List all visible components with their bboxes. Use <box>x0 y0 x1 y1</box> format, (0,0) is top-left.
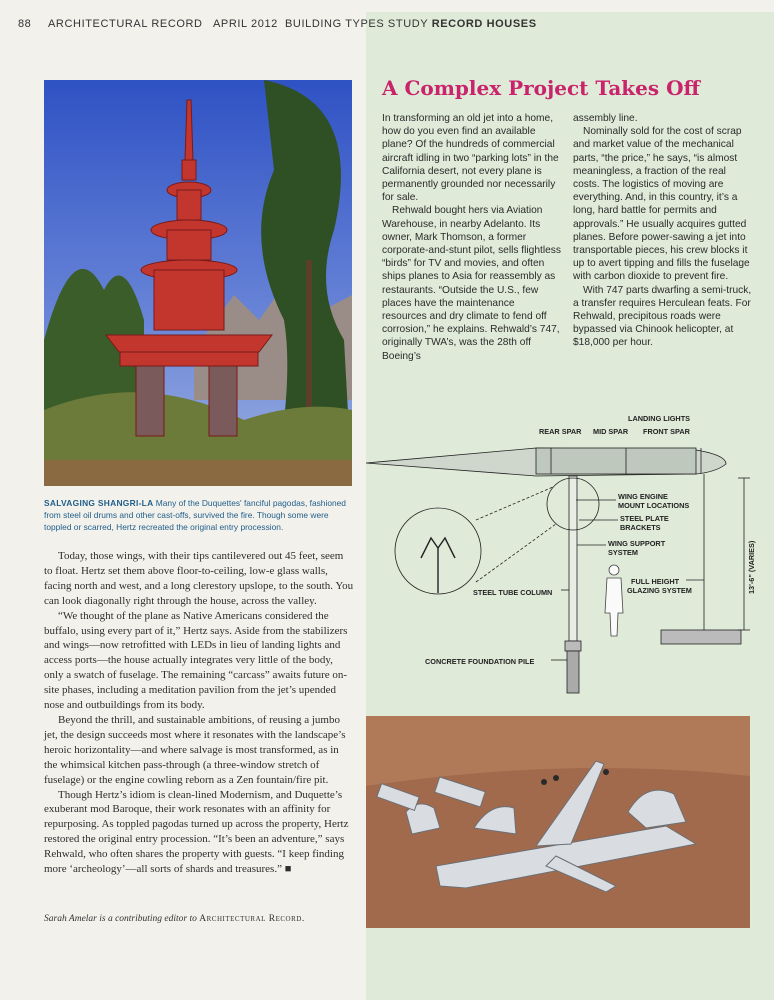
photo-caption <box>44 497 354 533</box>
sidebar-paragraph: Rehwald bought hers via Aviation Warehouse, in nearby Adelanto. Its owner, Mark Thomson, a former corporate-and-stunt pilot, sells flightless “birds” for TV and movies, and often ships planes to Asia for reassembly as restaurants. “Outside the U.S., few places have the maintenance resources and dry climate to fend off corrosion,” he explains. Rehwald’s 747, originally TWA’s, was the 28th off Boeing’s <box>382 205 561 362</box>
label-full-height: FULL HEIGHT <box>631 577 680 586</box>
label-brackets: BRACKETS <box>620 523 661 532</box>
header-section-bold: RECORD HOUSES <box>431 18 537 30</box>
header-section <box>285 18 537 30</box>
label-wing-engine: WING ENGINE <box>618 492 668 501</box>
page-number: 88 <box>18 18 32 30</box>
sidebar-title: A Complex Project Takes Off <box>382 76 700 100</box>
label-foundation-pile: CONCRETE FOUNDATION PILE <box>425 657 535 666</box>
caption-head: SALVAGING SHANGRI-LA <box>44 498 154 508</box>
sidebar-column-1 <box>382 112 562 363</box>
label-wing-support: WING SUPPORT <box>608 539 666 548</box>
caption-text: Many of the Duquettes' fanciful pagodas, fashioned from steel oil drums and other cast-offs, survived the fire. Though some were toppled or scarred, Hertz recreated the original entry procession. <box>44 498 346 532</box>
label-steel-tube-column: STEEL TUBE COLUMN <box>473 588 553 597</box>
label-mid-spar: MID SPAR <box>593 427 629 436</box>
body-paragraph: Beyond the thrill, and sustainable ambitions, of reusing a jumbo jet, the design succeeds most where it resonates with the landscape’s heroic horizontality—and where salvage is most transformed, as in the whimsical kitchen pass-through (a three-window stretch of fuselage) or the engine cowling reborn as a Zen fountain/fire pit. <box>44 713 346 786</box>
label-rear-spar: REAR SPAR <box>539 427 582 436</box>
credit-text: Sarah Amelar is a contributing editor to <box>44 914 197 924</box>
label-front-spar: FRONT SPAR <box>643 427 690 436</box>
wing-section-diagram <box>366 408 774 710</box>
body-paragraph: Though Hertz’s idiom is clean-lined Modernism, and Duquette’s exuberant mod Baroque, their work resonates with an affinity for repurposing. As toppled pagodas turned up across the property, Hertz restored the original entry procession. “It’s been an adventure,” says Rehwald, who often shares the property with guests. “I keep finding more ‘archeology’—all sorts of shards and treasures.” ■ <box>44 788 349 876</box>
label-system: SYSTEM <box>608 548 639 557</box>
sidebar-paragraph: In transforming an old jet into a home, how do you even find an available plane? Of the hundreds of commercial aircraft idling in two “parking lots” in the California desert, not every plane is permanently grounded nor necessarily for sale. <box>382 113 559 204</box>
author-credit <box>44 914 354 924</box>
label-height-dimension: 13'-6" (VARIES) <box>747 540 756 594</box>
body-paragraph: Today, those wings, with their tips cantilevered out 45 feet, seem to float. Hertz set them above floor-to-ceiling, low-e glass walls, facing north and west, and a long clerestory upslope, to the south. You can look diagonally right through the house, across the valley. <box>44 550 354 607</box>
label-landing-lights: LANDING LIGHTS <box>628 414 691 423</box>
body-paragraph: “We thought of the plane as Native Americans considered the buffalo, using every part of it,” Hertz says. Aside from the stabilizers and wings—now retrofitted with LEDs in lieu of landing lights and access ports—the house actually integrates very little of the body, only a swatch of fuselage. The remaining “carcass” awaits future on-site phases, including a meditation pavilion from the jet’s upended nose and outbuildings from its body. <box>44 609 348 712</box>
running-header <box>0 0 774 40</box>
label-steel-plate: STEEL PLATE <box>620 514 669 523</box>
credit-magazine: Architectural Record. <box>199 914 305 924</box>
aerial-fuselage-photo <box>366 716 750 928</box>
sidebar-paragraph: With 747 parts dwarfing a semi-truck, a transfer requires Herculean feats. For Rehwald, precipitous roads were bypassed via Chinook helicopter, at $18,000 per hour. <box>573 284 752 349</box>
label-mount-locations: MOUNT LOCATIONS <box>618 501 690 510</box>
header-section-prefix: BUILDING TYPES STUDY <box>285 18 429 30</box>
sidebar-column-2 <box>573 112 753 350</box>
header-publication: ARCHITECTURAL RECORD APRIL 2012 <box>48 18 278 30</box>
label-glazing-system: GLAZING SYSTEM <box>627 586 692 595</box>
pagoda-photo <box>44 80 352 486</box>
article-body <box>44 549 354 877</box>
sidebar-paragraph: Nominally sold for the cost of scrap and market value of the mechanical parts, “the price,” he says, “is almost meaningless, a fraction of the real costs. The logistics of moving are everything. And, in this country, it’s a long, hard battle for permits and approvals.” He usually acquires gutted planes. Before power-sawing a jet into transportable pieces, his crew blocks it up to avert tipping and fills the fuselage with carbon dioxide to prevent fire. <box>573 126 750 283</box>
sidebar-paragraph: assembly line. <box>573 113 638 124</box>
